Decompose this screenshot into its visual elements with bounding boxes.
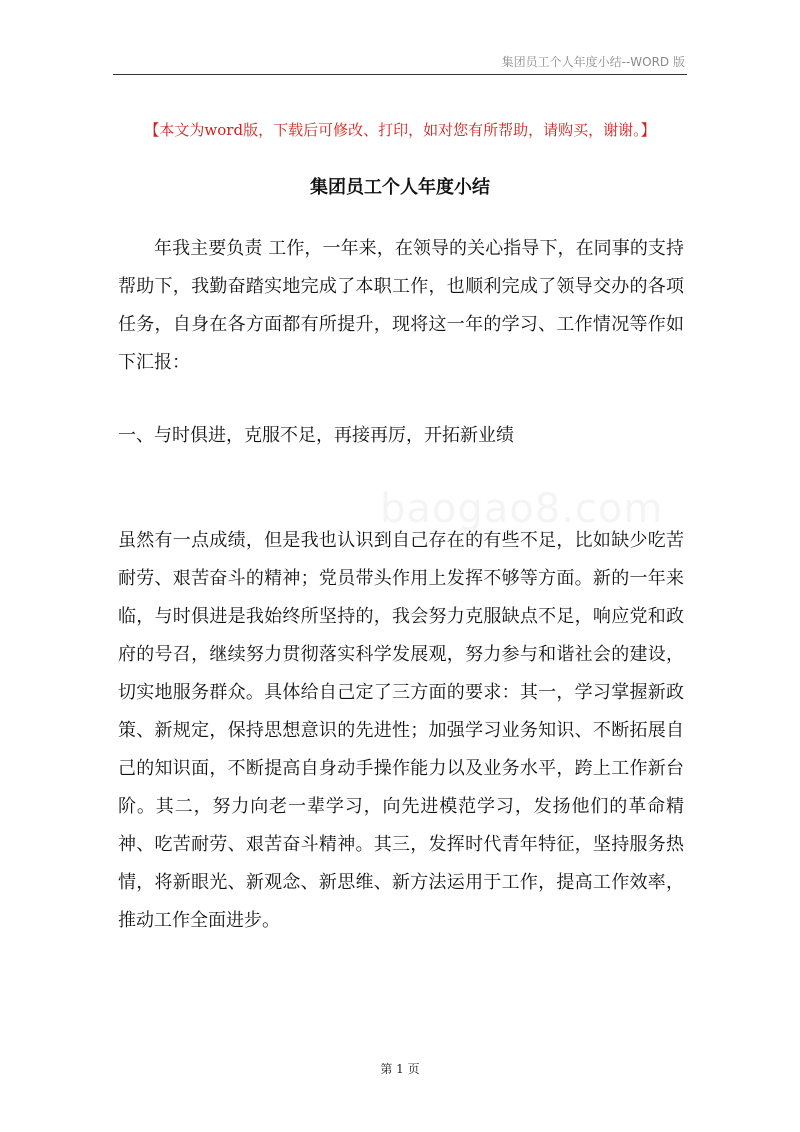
download-notice: 【本文为word版，下载后可修改、打印，如对您有所帮助，请购买，谢谢。】 [144,121,656,139]
page-number: 第 1 页 [380,1062,420,1076]
header-divider [113,74,687,75]
section-heading: 一、与时俱进，克服不足，再接再厉，开拓新业绩 [118,425,514,446]
intro-paragraph: 年我主要负责 工作，一年来，在领导的关心指导下，在同事的支持帮助下，我勤奋踏实地完成了本职工作，也顺利完成了领导交办的各项任务，自身在各方面都有所提升，现将这一年的学习、工作情况等作如下汇报： [118,238,684,373]
page-header: 集团员工个人年度小结--WORD 版 [501,55,685,69]
document-title: 集团员工个人年度小结 [310,177,490,198]
section-body-paragraph: 虽然有一点成绩，但是我也认识到自己存在的有些不足，比如缺少吃苦耐劳、艰苦奋斗的精神；党员带头作用上发挥不够等方面。新的一年来临，与时俱进是我始终所坚持的，我会努力克服缺点不足，响应党和政府的号召，继续努力贯彻落实科学发展观，努力参与和谐社会的建设，切实地服务群众。具体给自己定了三方面的要求：其一，学习掌握新政策、新规定，保持思想意识的先进性；加强学习业务知识、不断拓展自己的知识面，不断提高自身动手操作能力以及业务水平，跨上工作新台阶。其二，努力向老一辈学习，向先进模范学习，发扬他们的革命精神、吃苦耐劳、艰苦奋斗精神。其三，发挥时代青年特征，坚持服务热情，将新眼光、新观念、新思维、新方法运用于工作，提高工作效率，推动工作全面进步。 [118,530,684,931]
watermark: baogao8.com [380,486,664,532]
